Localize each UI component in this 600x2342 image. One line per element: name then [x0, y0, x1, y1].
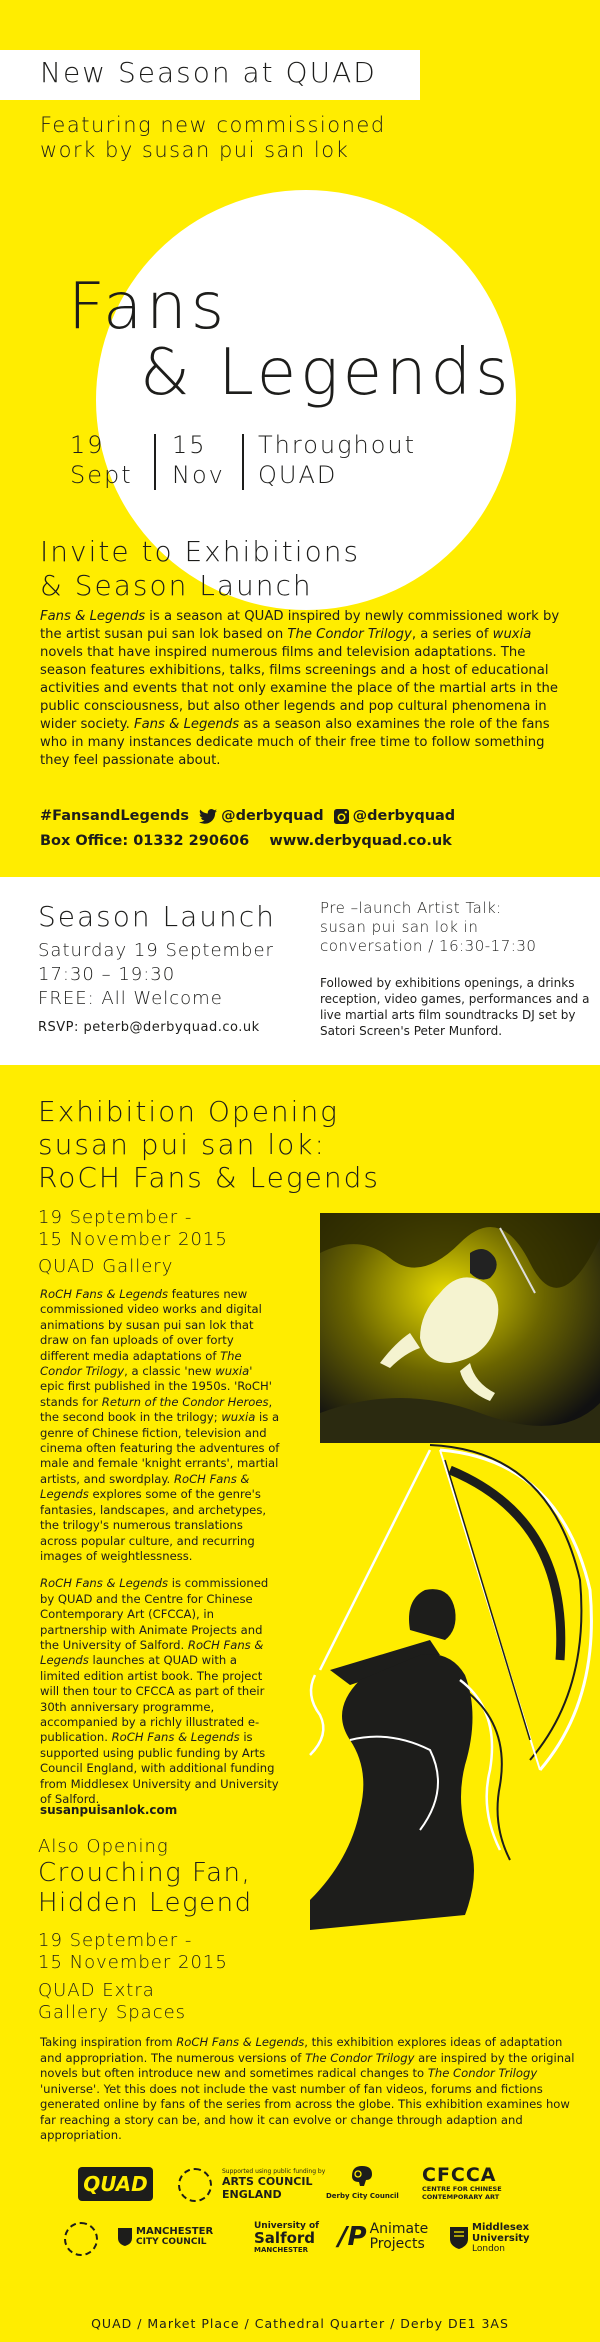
middlesex-line: Middlesex: [472, 2222, 530, 2233]
footer-address: QUAD / Market Place / Cathedral Quarter / Derby DE1 3AS: [91, 2316, 509, 2331]
launch-time-line: 17:30 – 19:30: [38, 964, 176, 985]
season-launch-panel: [0, 877, 600, 1065]
cfcca-sub: CONTEMPORARY ART: [422, 2193, 500, 2201]
exh-em: RoCH Fans & Legends: [40, 1471, 250, 1502]
instagram-handle: @derbyquad: [352, 808, 456, 824]
cfcca-name: CFCCA: [422, 2164, 497, 2186]
crouching-fan-title-line: Crouching Fan,: [38, 1858, 252, 1888]
exhibition-description: [40, 1287, 280, 1819]
crouching-fan-venue-line: Gallery Spaces: [38, 2002, 187, 2023]
box-office: Box Office: 01332 290606: [40, 833, 250, 849]
middlesex-logo: [450, 2222, 530, 2254]
talk-line: susan pui san lok in: [320, 918, 479, 936]
exhibition-dates: [38, 1207, 228, 1251]
salford-line: Salford: [254, 2229, 316, 2247]
intro-em: The Condor Trilogy: [287, 627, 412, 642]
shield-icon: [450, 2227, 468, 2249]
invite-title-line: & Season Launch: [40, 569, 313, 602]
cf-em: The Condor Trilogy: [427, 2066, 538, 2080]
launch-title: Season Launch: [38, 900, 276, 933]
twitter-link[interactable]: [199, 808, 324, 824]
intro-text: , a series of: [411, 627, 493, 642]
exh-text: , the second book in the trilogy;: [40, 1394, 273, 1425]
exhibition-title-line: susan pui san lok:: [38, 1128, 326, 1161]
hero-title-line2: & Legends: [140, 336, 513, 410]
start-date: [70, 430, 133, 490]
hashtag-link[interactable]: #FansandLegends: [40, 808, 190, 824]
exh-text: features new commissioned video works and digital animations by susan pui san lok that draw on fan uploads of over forty different media adaptations of: [40, 1287, 262, 1363]
crouching-fan-title-line: Hidden Legend: [38, 1888, 253, 1918]
instagram-icon: [334, 809, 349, 824]
location-line: Throughout: [258, 431, 417, 459]
manchester-line: CITY COUNCIL: [136, 2237, 207, 2247]
exhibition-paragraph: [40, 1287, 280, 1564]
cf-text: Taking inspiration from: [40, 2035, 177, 2049]
intro-paragraph: [40, 608, 565, 770]
quad-logo: QUAD: [78, 2167, 153, 2201]
season-banner-text: New Season at QUAD: [40, 56, 377, 89]
derby-council-name: Derby City Council: [326, 2192, 399, 2200]
arts-council-badge-icon: [64, 2222, 98, 2256]
exh-em: The Condor Trilogy: [40, 1348, 242, 1379]
middlesex-line: London: [472, 2244, 505, 2254]
animate-line: Projects: [369, 2236, 425, 2252]
twitter-icon: [199, 809, 217, 824]
intro-text: is a season at QUAD inspired by newly commissioned work by the artist susan pui san lok based on: [40, 609, 560, 642]
contact-row: [40, 833, 452, 849]
manchester-line: MANCHESTER: [136, 2226, 214, 2237]
invite-title: [40, 535, 360, 603]
subtitle-line: work by susan pui san lok: [40, 138, 350, 162]
animate-projects-logo: [338, 2222, 428, 2252]
exhibition-date-line: 19 September -: [38, 1207, 193, 1228]
animate-line: Animate: [369, 2221, 429, 2237]
salford-line: University of: [254, 2221, 320, 2231]
intro-em: wuxia: [492, 627, 532, 642]
crouching-fan-venue-line: QUAD Extra: [38, 1980, 155, 2001]
cf-text: , this exhibition explores ideas of adaptation and appropriation. The numerous versions of: [40, 2035, 563, 2065]
intro-em: Fans & Legends: [40, 609, 146, 624]
date-divider: [242, 434, 244, 490]
launch-date: [38, 939, 274, 987]
arts-council-small: Supported using public funding by: [222, 2168, 326, 2175]
derby-council-logo: [326, 2164, 399, 2200]
exh-em: wuxia: [215, 1364, 250, 1379]
exh-text: ' epic first published in the 1950s. 'RoCH' stands for: [40, 1364, 272, 1409]
twitter-handle: @derbyquad: [221, 808, 324, 824]
intro-text: as a season also examines the role of the fans who in many instances dedicate much of their free time to follow something they feel passionate about.: [40, 717, 550, 768]
cfcca-sub: CENTRE FOR CHINESE: [422, 2185, 502, 2193]
exhibition-title-line: RoCH Fans & Legends: [38, 1161, 380, 1194]
end-month: Nov: [172, 461, 225, 489]
intro-text: novels that have inspired numerous films and television adaptations. The season features exhibitions, talks, films screenings and a host of educational activities and events that not only examine the place of the martial arts in the public consciousness, but also other legends and pop cultural phenomena in wider society.: [40, 645, 559, 732]
subtitle-line: Featuring new commissioned: [40, 113, 386, 137]
artist-talk: [320, 899, 590, 956]
lottery-badge-icon: [178, 2168, 212, 2202]
talk-line: Pre –launch Artist Talk:: [320, 899, 502, 917]
middlesex-line: University: [472, 2233, 530, 2244]
exhibition-venue: QUAD Gallery: [38, 1256, 174, 1277]
exh-em: wuxia: [221, 1410, 256, 1425]
invite-title-line: Invite to Exhibitions: [40, 535, 361, 568]
location: [258, 430, 416, 490]
exh-text: explores some of the genre's fantasies, landscapes, and archetypes, the trilogy's numerous translations across popular culture, and recurring images of weightlessness.: [40, 1487, 267, 1563]
website-link[interactable]: www.derbyquad.co.uk: [269, 833, 452, 849]
start-month: Sept: [70, 461, 133, 489]
exh-text: is supported using public funding by Arts Council England, with additional funding from Middlesex University and University of Salford.: [40, 1730, 279, 1806]
end-day: 15: [172, 431, 207, 459]
talk-line: conversation / 16:30-17:30: [320, 937, 537, 955]
exh-text: is commissioned by QUAD and the Centre for Chinese Contemporary Art (CFCCA), in partnership with Animate Projects and the University of Salford.: [40, 1576, 269, 1652]
arts-council-logo: [222, 2168, 325, 2201]
launch-free: FREE: All Welcome: [38, 988, 223, 1009]
exh-em: RoCH Fans & Legends: [40, 1287, 169, 1301]
intro-em: Fans & Legends: [134, 717, 240, 732]
exhibition-title-line: Exhibition Opening: [38, 1095, 339, 1128]
exh-text: , a classic 'new: [124, 1364, 216, 1379]
end-date: [172, 430, 225, 490]
exh-em: RoCH Fans & Legends: [40, 1576, 169, 1591]
exh-text: is a genre of Chinese fiction, television and cinema often featuring the adventures of male and female 'knight errants', martial artists, and swordplay.: [40, 1410, 280, 1486]
exhibition-paragraph: [40, 1576, 280, 1807]
crouching-fan-date-line: 15 November 2015: [38, 1952, 228, 1973]
date-divider: [154, 434, 156, 490]
location-line: QUAD: [258, 461, 338, 489]
artist-website-link[interactable]: susanpuisanlok.com: [40, 1803, 178, 1817]
exh-em: RoCH Fans & Legends: [40, 1637, 264, 1668]
instagram-link[interactable]: [334, 808, 456, 824]
cfcca-logo: [422, 2165, 502, 2201]
salford-logo: [254, 2221, 319, 2255]
ram-icon: [347, 2164, 377, 2188]
start-day: 19: [70, 431, 105, 459]
cf-em: The Condor Trilogy: [305, 2050, 415, 2065]
subtitle: [40, 113, 520, 163]
cf-text: 'universe'. Yet this does not include the vast number of fan videos, forums and fictions generated online by fans of the series from across the globe. This exhibition examines how far reaching a story can be, and how it can evolve or change through adaption and appropriation.: [40, 2081, 570, 2142]
crouching-fan-venue: [38, 1980, 186, 2024]
arts-council-line: ARTS COUNCIL: [222, 2175, 313, 2188]
martial-artist-photo: [320, 1213, 600, 1443]
crouching-fan-dates: [38, 1930, 228, 1974]
crouching-fan-description: [40, 2035, 575, 2144]
exhibition-title: [38, 1095, 380, 1194]
cf-em: RoCH Fans & Legends: [176, 2035, 305, 2049]
cf-text: are inspired by the original novels but often introduce new and sometimes radical changes to: [40, 2050, 575, 2080]
crouching-fan-date-line: 19 September -: [38, 1930, 193, 1951]
launch-rsvp[interactable]: RSVP: peterb@derbyquad.co.uk: [38, 1020, 260, 1035]
talk-description: Followed by exhibitions openings, a drinks reception, video games, performances and a live martial arts film soundtracks DJ set by Satori Screen's Peter Munford.: [320, 976, 590, 1038]
salford-line: MANCHESTER: [254, 2246, 309, 2254]
arts-council-line: ENGLAND: [222, 2188, 282, 2201]
exh-em: Return of the Condor Heroes: [101, 1394, 269, 1409]
launch-date-line: Saturday 19 September: [38, 940, 274, 961]
archer-illustration: [290, 1440, 600, 1930]
also-opening-label: Also Opening: [38, 1836, 169, 1857]
exh-text: launches at QUAD with a limited edition artist book. The project will then tour to CFCCA as part of their 30th anniversary programme, accompanied by a richly illustrated e-publication.: [40, 1653, 265, 1745]
exh-em: RoCH Fans & Legends: [111, 1730, 240, 1745]
crest-icon: [118, 2228, 132, 2246]
social-row: [40, 808, 455, 824]
exhibition-date-line: 15 November 2015: [38, 1229, 228, 1250]
hero-title-line1: Fans: [68, 270, 229, 344]
manchester-council-logo: [118, 2226, 213, 2247]
animate-slash-icon: /P: [338, 2222, 367, 2252]
season-banner: [0, 50, 420, 100]
crouching-fan-title: [38, 1858, 253, 1918]
